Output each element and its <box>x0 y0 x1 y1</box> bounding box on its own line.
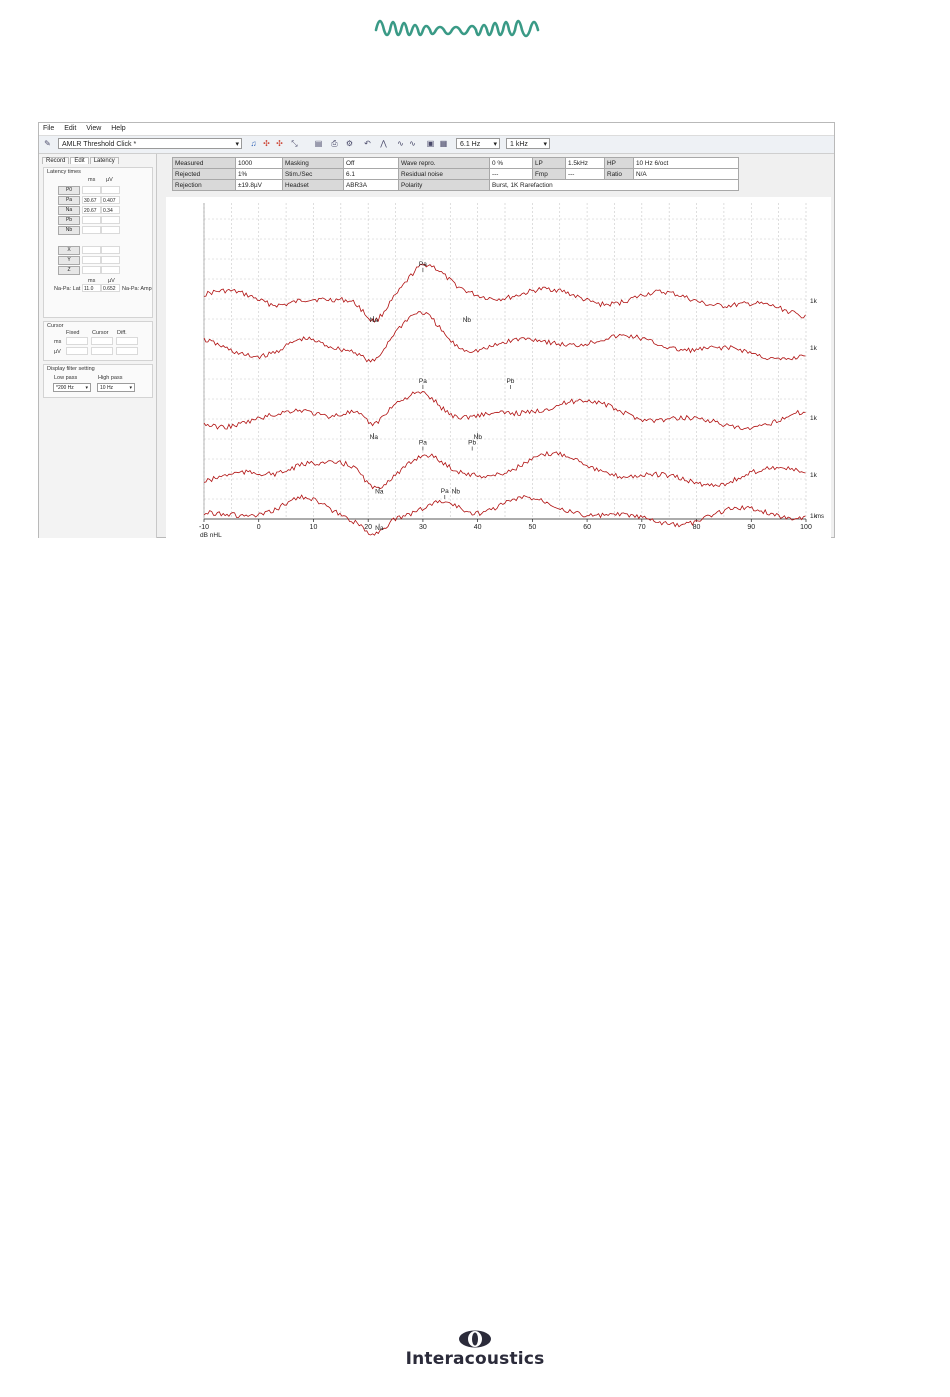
table-row <box>173 180 739 191</box>
chevron-down-icon: ▾ <box>543 141 547 148</box>
chevron-down-icon: ▾ <box>493 141 497 148</box>
marker-ms-cell <box>82 266 101 274</box>
peak-label: Pa <box>418 439 427 447</box>
trace-end-label: 1k <box>810 513 817 520</box>
table-cell-label: Stim./Sec <box>283 169 344 180</box>
marker-uv-cell <box>101 266 120 274</box>
table-cell: Off <box>344 158 399 169</box>
low-pass-value: *200 Hz <box>56 385 74 391</box>
table-cell: ±19.8µV <box>236 180 283 191</box>
waveform-alt-icon[interactable]: ∿ <box>409 139 416 148</box>
stimulus-icon[interactable]: ♫ <box>250 139 257 148</box>
table-cell-label: Residual noise <box>399 169 490 180</box>
settings-icon[interactable]: ⚙ <box>345 139 354 148</box>
table-cell: --- <box>566 169 605 180</box>
x-unit-label: ms <box>816 514 824 520</box>
peak-label: Pa <box>418 261 427 268</box>
export-icon[interactable]: ▦ <box>439 139 448 148</box>
na-pa-lat-value: 11.0 <box>82 284 101 292</box>
table-cell: 0 % <box>490 158 533 169</box>
table-cell: 6.1 <box>344 169 399 180</box>
table-cell-label: Measured <box>173 158 236 169</box>
table-cell: N/A <box>634 169 739 180</box>
peak-button-pb[interactable]: Pb <box>58 216 80 225</box>
peak-label: Nb <box>473 434 482 441</box>
peak-label: Na <box>375 488 384 496</box>
high-pass-value: 10 Hz <box>100 385 114 391</box>
high-filter-value: 1 kHz <box>510 141 528 148</box>
na-pa-amp-label: Na-Pa: Amp <box>122 286 152 292</box>
latency-group <box>43 167 153 318</box>
table-cell-label: Masking <box>283 158 344 169</box>
latency-ms-cell: 20.67 <box>82 206 101 214</box>
x-tick-label: 0 <box>256 524 261 531</box>
peak-label: Na <box>369 434 378 441</box>
table-cell: 1000 <box>236 158 283 169</box>
toolbar <box>39 136 834 154</box>
menu-bar <box>39 123 834 136</box>
x-tick-label: 30 <box>419 524 427 531</box>
table-cell-label: Rejection <box>173 180 236 191</box>
trace-end-label: 1k <box>810 345 817 352</box>
latency-ms-cell <box>82 216 101 224</box>
cursor-title: Cursor <box>47 323 64 329</box>
display-filter-group <box>43 364 153 398</box>
cursor-fixed-uv <box>66 347 88 355</box>
x-tick-label: 20 <box>364 524 373 531</box>
marker-uv-cell <box>101 246 120 254</box>
marker-button-x[interactable]: X <box>58 246 80 255</box>
x-tick-label: 10 <box>309 524 318 531</box>
cursor-diff-uv <box>116 347 138 355</box>
undo-icon[interactable]: ↶ <box>364 139 371 148</box>
latency-title: Latency times <box>47 169 81 175</box>
marker-button-z[interactable]: Z <box>58 266 80 275</box>
table-cell-label: LP <box>533 158 566 169</box>
diff-uv-header: µV <box>108 278 115 284</box>
table-cell-label: Fmp <box>533 169 566 180</box>
x-tick-label: 90 <box>747 524 756 531</box>
protocol-select-value: AMLR Threshold Click * <box>62 141 137 148</box>
measurement-info-table <box>172 157 739 191</box>
tab-edit[interactable]: Edit <box>70 157 88 164</box>
cursor-row-uv: µV <box>54 349 61 355</box>
chevron-down-icon: ▾ <box>129 385 132 391</box>
table-cell: 10 Hz 6/oct <box>634 158 739 169</box>
display-filter-title: Display filter setting <box>47 366 95 372</box>
table-cell: Burst, 1K Rarefaction <box>490 180 739 191</box>
table-row <box>173 158 739 169</box>
chevron-down-icon: ▾ <box>235 141 239 148</box>
waveform-icon[interactable]: ∿ <box>397 139 404 148</box>
brand-logo <box>390 1330 560 1370</box>
marker-ms-cell <box>82 246 101 254</box>
remove-marker-icon[interactable]: ✣ <box>276 139 283 148</box>
protocol-select[interactable] <box>58 138 242 149</box>
col-ms-label: ms <box>88 177 96 183</box>
peak-label: Nb <box>451 488 461 496</box>
latency-uv-cell <box>101 216 120 224</box>
na-pa-amp-value: 0.652 <box>101 284 120 292</box>
low-filter-value: 6.1 Hz <box>460 141 481 148</box>
interacoustics-logo-icon <box>458 1330 492 1348</box>
menu-view[interactable]: View <box>86 125 102 132</box>
tab-record[interactable]: Record <box>42 157 69 164</box>
high-pass-label: High pass <box>98 375 123 381</box>
wave-logo-icon <box>374 10 546 42</box>
wave-marker-icon[interactable]: ⋀ <box>380 139 387 148</box>
high-filter-select[interactable] <box>506 138 550 149</box>
diff-ms-header: ms <box>88 278 96 284</box>
peak-label: Nb <box>462 317 472 324</box>
brand-name: Interacoustics <box>405 1349 545 1369</box>
latency-ms-cell <box>82 226 101 234</box>
protocol-icon[interactable]: ✎ <box>44 139 51 148</box>
tab-latency[interactable]: Latency <box>90 157 119 164</box>
x-tick-label: 100 <box>800 524 812 531</box>
x-tick-label: 50 <box>528 524 537 531</box>
cursor-col-fixed: Fixed <box>66 330 80 336</box>
cursor-row-ms: ms <box>54 339 62 345</box>
table-cell-label: HP <box>605 158 634 169</box>
peak-label: Pb <box>468 439 477 447</box>
cursor-col-cursor: Cursor <box>92 330 109 336</box>
trace-end-label: 1k <box>810 298 817 305</box>
menu-help[interactable]: Help <box>111 125 126 132</box>
low-pass-select[interactable] <box>53 383 91 392</box>
latency-uv-cell <box>101 226 120 234</box>
latency-uv-cell: 0.407 <box>101 196 120 204</box>
cursor-cursor-ms <box>91 337 113 345</box>
table-cell: ABR3A <box>344 180 399 191</box>
table-cell-label: Rejected <box>173 169 236 180</box>
table-cell: 1.5kHz <box>566 158 605 169</box>
x-tick-label: 60 <box>583 524 591 531</box>
menu-file[interactable]: File <box>43 125 55 132</box>
menu-edit[interactable]: Edit <box>64 125 77 132</box>
high-pass-select[interactable] <box>97 383 135 392</box>
cursor-group <box>43 321 153 361</box>
save-icon[interactable]: ▣ <box>426 139 435 148</box>
peak-button-na[interactable]: Na <box>58 206 80 215</box>
edit-icon[interactable]: ⤡ <box>291 139 298 148</box>
table-cell: 1% <box>236 169 283 180</box>
table-cell-label: Ratio <box>605 169 634 180</box>
cursor-fixed-ms <box>66 337 88 345</box>
level-unit-label: dB nHL <box>200 532 222 539</box>
x-tick-label: -10 <box>198 524 210 531</box>
latency-uv-cell: 0.34 <box>101 206 120 214</box>
left-panel <box>39 154 157 538</box>
peak-label: Pa <box>440 488 449 495</box>
marker-uv-cell <box>101 256 120 264</box>
marker-button-y[interactable]: Y <box>58 256 80 265</box>
trace-end-label: 1k <box>810 415 817 422</box>
software-window <box>38 122 835 538</box>
peak-button-nb[interactable]: Nb <box>58 226 80 235</box>
marker-ms-cell <box>82 256 101 264</box>
low-pass-label: Low pass <box>54 375 78 381</box>
table-cell-label: Polarity <box>399 180 490 191</box>
graph-background <box>166 197 831 539</box>
cursor-cursor-uv <box>91 347 113 355</box>
waveform-graph[interactable] <box>166 197 831 539</box>
latency-uv-cell <box>101 186 120 194</box>
na-pa-lat-label: Na-Pa: Lat <box>54 286 81 292</box>
peak-label: Na <box>369 317 378 324</box>
x-tick-label: 70 <box>637 524 646 531</box>
table-cell-label: Headset <box>283 180 344 191</box>
trace-end-label: 1k <box>810 472 817 479</box>
peak-button-pa[interactable]: Pa <box>58 196 80 205</box>
add-marker-icon[interactable]: ✣ <box>263 139 270 148</box>
x-tick-label: 40 <box>473 524 482 531</box>
peak-label: Na <box>375 524 384 532</box>
peak-button-p0[interactable]: P0 <box>58 186 80 195</box>
latency-ms-cell: 30.67 <box>82 196 101 204</box>
report-icon[interactable]: ▤ <box>314 139 323 148</box>
cursor-col-diff: Diff. <box>117 330 127 336</box>
latency-ms-cell <box>82 186 101 194</box>
table-cell: --- <box>490 169 533 180</box>
x-tick-label: 80 <box>692 524 701 531</box>
cursor-diff-ms <box>116 337 138 345</box>
peak-label: Pb <box>506 378 515 385</box>
table-cell-label: Wave repro. <box>399 158 490 169</box>
panel-tabs <box>42 157 120 166</box>
table-row <box>173 169 739 180</box>
chevron-down-icon: ▾ <box>85 385 88 391</box>
low-filter-select[interactable] <box>456 138 500 149</box>
print-icon[interactable]: ⎙ <box>331 139 338 148</box>
peak-label: Pa <box>418 378 427 385</box>
col-uv-label: µV <box>106 177 113 183</box>
